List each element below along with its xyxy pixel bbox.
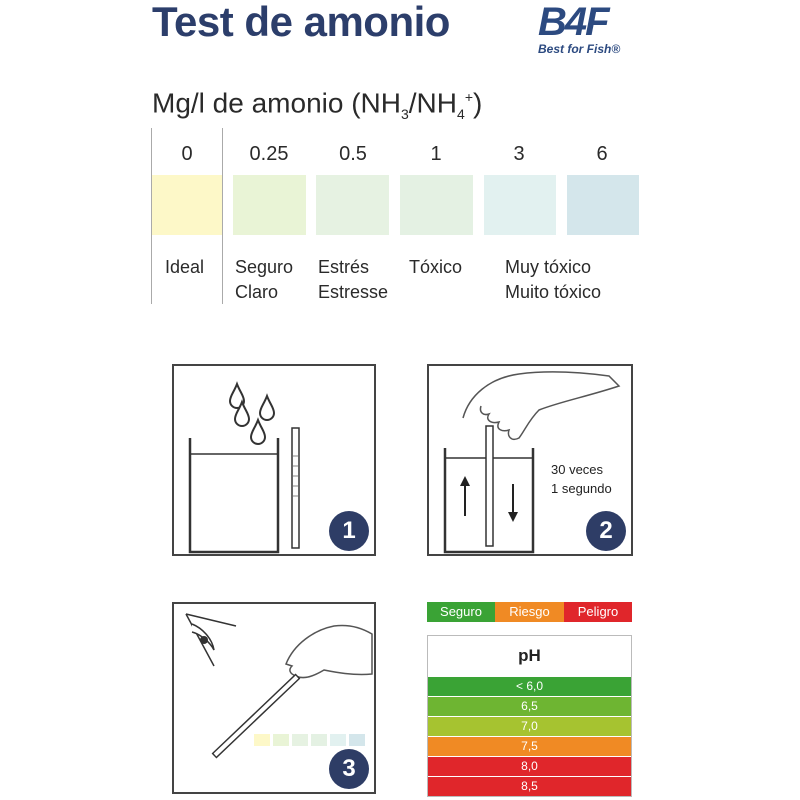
step-3-badge: 3 [329,749,369,789]
page-title: Test de amonio [152,0,450,45]
ph-row: 8,0 [428,756,631,776]
color-swatch [316,175,389,235]
scale-label-toxic: Tóxico [409,257,463,277]
ph-row: < 6,0 [428,676,631,696]
scale-label-stress: Estrés Estresse [318,257,389,302]
ph-row: 6,5 [428,696,631,716]
scale-subtitle: Mg/l de amonio $(NH_3/NH_4^+)$ [152,87,483,122]
scale-value-5: 6 [596,143,608,165]
color-swatch [484,175,556,235]
step-3-panel [172,602,376,794]
brand-logo: B4F [538,0,608,44]
ph-row: 7,5 [428,736,631,756]
step-2-panel [427,364,633,556]
brand-tagline: Best for Fish® [538,42,621,56]
scale-value-1: 0.25 [249,143,289,165]
ph-row: 7,0 [428,716,631,736]
color-swatch [152,175,222,235]
legend-danger: Peligro [564,602,632,622]
step-2-note: 30 veces 1 segundo [551,462,612,496]
scale-label-very-toxic: Muy tóxico Muito tóxico [505,257,602,302]
step-1-panel [172,364,376,556]
ph-table [427,635,632,797]
scale-value-2: 0.5 [339,143,367,165]
scale-value-0: 0 [181,143,193,165]
scale-value-4: 3 [513,143,525,165]
ph-table-header: pH [428,636,631,676]
color-swatch [233,175,306,235]
color-swatch [400,175,473,235]
ph-row: 8,5 [428,776,631,796]
legend-risk: Riesgo [495,602,564,622]
scale-label-ideal: Ideal [165,257,205,277]
color-swatch [567,175,639,235]
scale-label-safe: Seguro Claro [235,257,294,302]
step-2-badge: 2 [586,511,626,551]
scale-value-3: 1 [430,143,442,165]
legend-safe: Seguro [427,602,495,622]
step-1-badge: 1 [329,511,369,551]
